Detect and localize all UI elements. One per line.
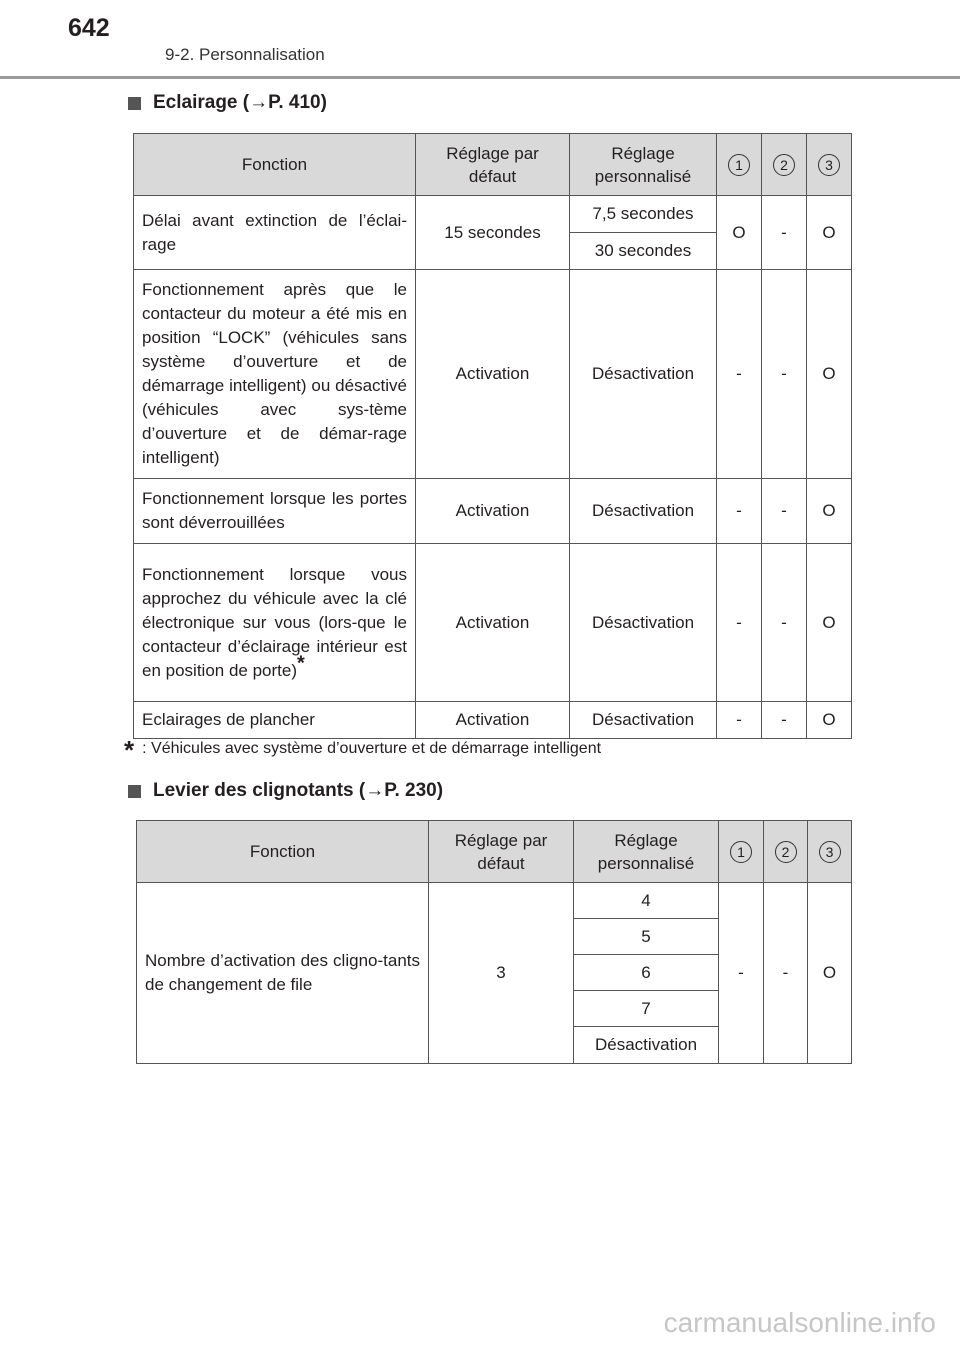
cell-c3: O [807,270,852,479]
cell-custom: 6 [574,955,719,991]
table-row [134,270,852,479]
col-header-function: Fonction [134,134,416,196]
cell-c2: - [762,196,807,270]
turn-signal-table [136,820,852,1064]
page-number: 642 [68,14,110,42]
footnote-asterisk: * [124,735,135,765]
cell-c1: - [717,270,762,479]
circled-3-icon: 3 [818,154,840,176]
cell-c1: - [717,702,762,739]
watermark: carmanualsonline.info [663,1307,936,1338]
cell-function: Fonctionnement lorsque les portes sont déverrouillées [134,479,416,544]
cell-c1: - [717,479,762,544]
cell-c3: O [807,544,852,702]
col-header-custom: Réglage personnalisé [574,821,719,883]
cell-c2: - [762,479,807,544]
circled-3-icon: 3 [819,841,841,863]
circled-2-icon: 2 [775,841,797,863]
section-title: Eclairage (→P. 410) [153,92,327,113]
table-header-row [134,134,852,196]
footnote [124,735,602,765]
circled-1-icon: 1 [730,841,752,863]
cell-c2: - [762,544,807,702]
cell-default: Activation [416,479,570,544]
cell-c3: O [808,883,852,1064]
col-header-2 [764,821,808,883]
col-header-3 [807,134,852,196]
cell-c3: O [807,479,852,544]
cell-function: Délai avant extinction de l’éclai-rage [134,196,416,270]
footnote-text: : Véhicules avec système d’ouverture et de démarrage intelligent [142,740,602,757]
col-header-1 [719,821,764,883]
cell-c2: - [764,883,808,1064]
square-bullet-icon [128,97,141,110]
cell-default: 15 secondes [416,196,570,270]
cell-custom: Désactivation [570,544,717,702]
cell-c2: - [762,702,807,739]
col-header-function: Fonction [137,821,429,883]
cell-c1: - [717,544,762,702]
cell-function-text: Fonctionnement lorsque vous approchez du véhicule avec la clé électronique sur vous (lors-que le contacteur d’éclairage intérieur est en position de porte) [142,564,407,680]
cell-c2: - [762,270,807,479]
col-header-default: Réglage par défaut [416,134,570,196]
page-header [0,0,960,78]
cell-custom: Désactivation [574,1027,719,1064]
cell-c1: - [719,883,764,1064]
col-header-custom: Réglage personnalisé [570,134,717,196]
cell-function [134,544,416,702]
cell-custom: 7 [574,991,719,1027]
circled-1-icon: 1 [728,154,750,176]
cell-custom: Désactivation [570,702,717,739]
chapter-title: 9-2. Personnalisation [165,45,325,64]
table-row [134,479,852,544]
table-row [134,544,852,702]
section-heading-lighting [128,92,327,114]
cell-custom: Désactivation [570,479,717,544]
table-row [134,702,852,739]
lighting-table [133,133,852,739]
table-row [137,883,852,919]
cell-function: Fonctionnement après que le contacteur du moteur a été mis en position “LOCK” (véhicules sans système d’ouverture et de démarrage intelligent) ou désactivé (véhicules avec sys-tème d’ouverture et de démar-rage intelligent) [134,270,416,479]
cell-function: Eclairages de plancher [134,702,416,739]
cell-custom: 4 [574,883,719,919]
footnote-mark: * [297,651,305,674]
cell-custom: Désactivation [570,270,717,479]
table-header-row [137,821,852,883]
cell-c3: O [807,702,852,739]
cell-custom: 30 secondes [570,233,717,270]
section-heading-turn-signal [128,780,443,802]
table-row [134,196,852,233]
cell-c1: O [717,196,762,270]
col-header-3 [808,821,852,883]
col-header-2 [762,134,807,196]
cell-function: Nombre d’activation des cligno-tants de changement de file [137,883,429,1064]
cell-default: 3 [429,883,574,1064]
cell-custom: 7,5 secondes [570,196,717,233]
cell-c3: O [807,196,852,270]
circled-2-icon: 2 [773,154,795,176]
square-bullet-icon [128,785,141,798]
section-title: Levier des clignotants (→P. 230) [153,780,444,801]
header-rule [0,76,960,79]
cell-default: Activation [416,544,570,702]
col-header-1 [717,134,762,196]
cell-custom: 5 [574,919,719,955]
cell-default: Activation [416,270,570,479]
cell-default: Activation [416,702,570,739]
col-header-default: Réglage par défaut [429,821,574,883]
